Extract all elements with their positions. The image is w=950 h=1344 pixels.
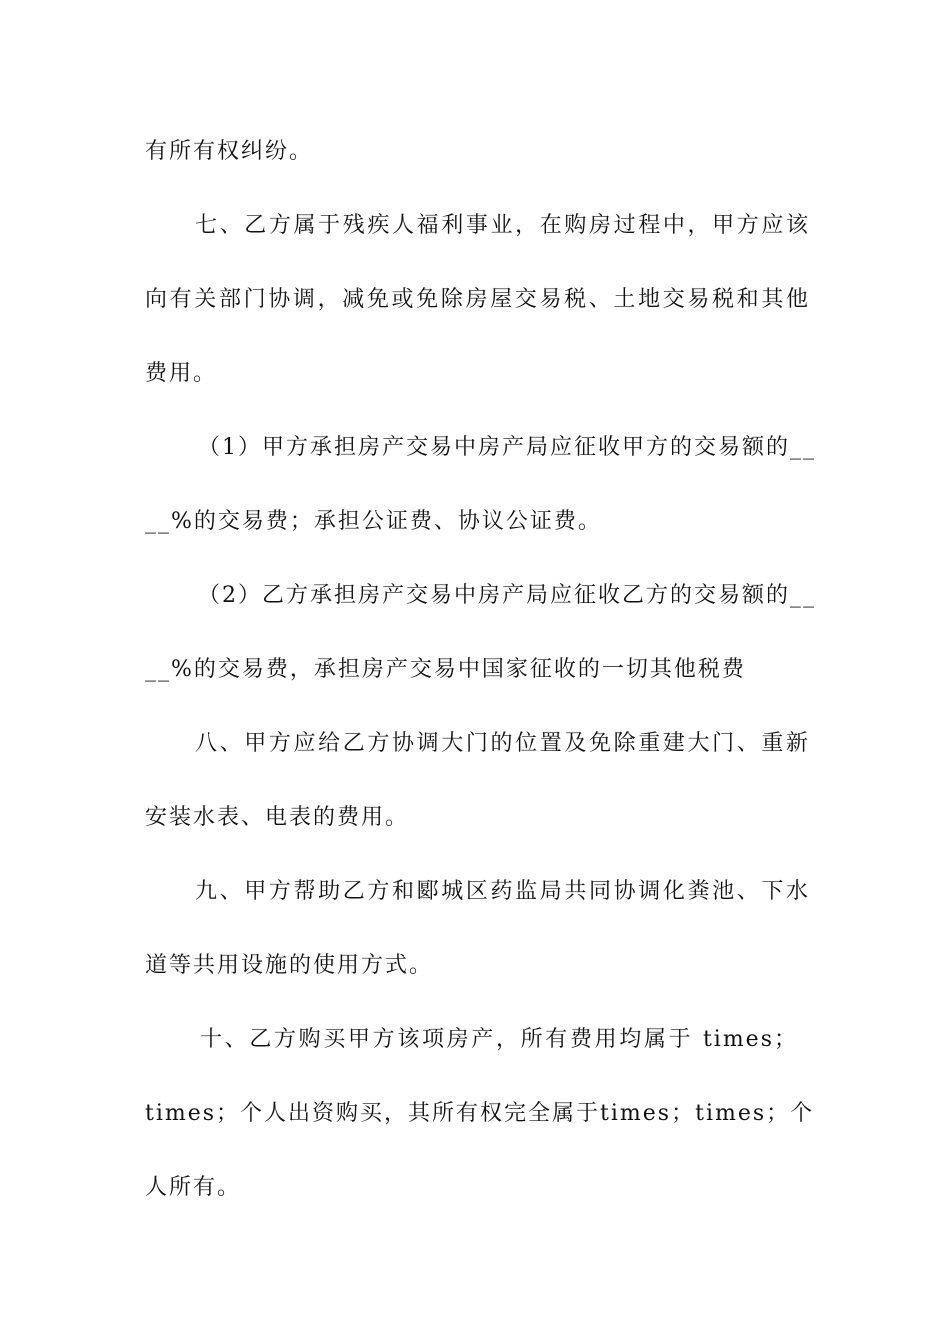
paragraph-line: 十、乙方购买甲方该项房产，所有费用均属于 times； [200,1027,798,1052]
paragraph-line: 安装水表、电表的费用。 [145,805,410,830]
paragraph-line: （2）乙方承担房产交易中房产局应征收乙方的交易额的__ [198,583,816,608]
paragraph-line: 向有关部门协调，减免或免除房屋交易税、土地交易税和其他 [145,287,810,312]
paragraph-line: 有所有权纠纷。 [145,139,314,164]
paragraph-line: __%的交易费，承担房产交易中国家征收的一切其他税费 [145,657,746,682]
paragraph-line: 八、甲方应给乙方协调大门的位置及免除重建大门、重新 [195,731,810,756]
paragraph-line: times；个人出资购买，其所有权完全属于times；times；个 [145,1101,815,1126]
paragraph-line: 道等共用设施的使用方式。 [145,953,434,978]
paragraph-line: 七、乙方属于残疾人福利事业，在购房过程中，甲方应该 [195,213,810,238]
paragraph-line: 人所有。 [145,1175,242,1200]
paragraph-line: 九、甲方帮助乙方和郾城区药监局共同协调化粪池、下水 [195,879,810,904]
paragraph-line: __%的交易费；承担公证费、协议公证费。 [145,509,602,534]
paragraph-line: （1）甲方承担房产交易中房产局应征收甲方的交易额的__ [198,435,816,460]
paragraph-line: 费用。 [145,361,218,386]
